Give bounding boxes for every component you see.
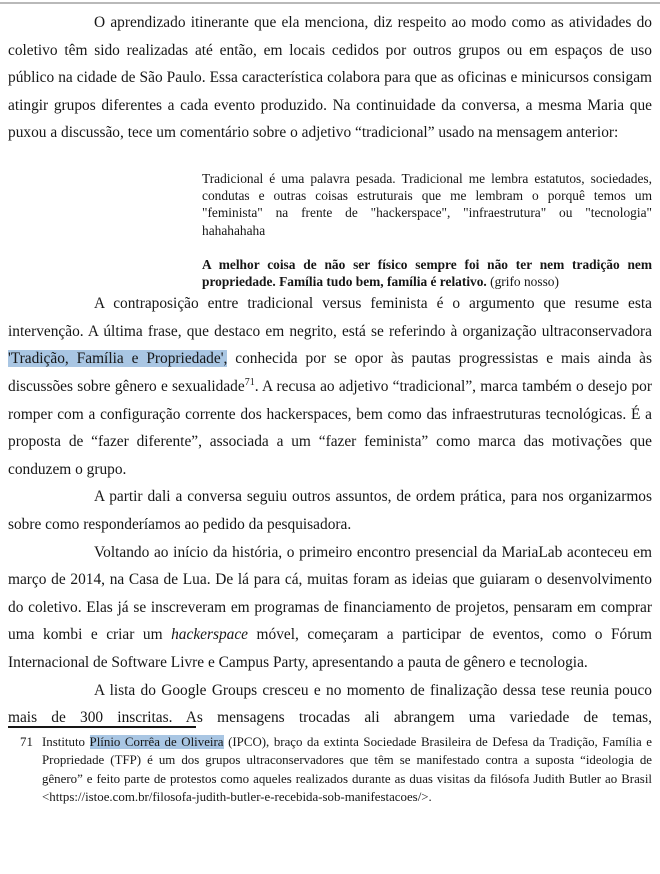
selection-highlight-plinio-correa: Plínio Corrêa de Oliveira: [89, 734, 224, 749]
paragraph-text: . A recusa ao adjetivo “tradicional”, marca também o desejo por romper com a configuração corrente dos hackerspaces, bem como das infraestruturas tecnológicas. É a proposta de “fazer diferente”, associada a um “fazer feminista” como marca das motivações que conduzem o grupo.: [8, 377, 652, 478]
paragraph-aprendizado-itinerante: [8, 9, 652, 147]
footnote-body: [42, 733, 652, 807]
italic-term-hackerspace: hackerspace: [171, 626, 249, 644]
footnote-text-with-url: (IPCO), braço da extinta Sociedade Brasileira de Defesa da Tradição, Família e Propriedade (TFP) é um dos grupos ultraconservadores que têm se manifestado contra a suposta “ideologia de gênero” e feito parte de protestos como aqueles realizados durante as duas visitas da filósofa Judith Butler ao Brasil <https://istoe.com.br/filosofa-judith-butler-e-recebida-sob-manifestacoes/>.: [42, 734, 652, 805]
paragraph-text: A contraposição entre tradicional versus feminista é o argumento que resume esta intervenção. A última frase, que destaco em negrito, está se referindo à organização ultraconservadora: [8, 295, 652, 340]
paragraph-voltando-historia: [8, 539, 652, 677]
paragraph-text: O aprendizado itinerante que ela menciona, diz respeito ao modo como as atividades do coletivo têm sido realizadas até então, em locais cedidos por outros grupos ou em espaços de uso público na cidade de São Paulo. Essa característica colabora para que as oficinas e minicursos consigam atingir grupos diferentes a cada evento produzido. Na continuidade da conversa, a mesma Maria que puxou a discussão, tece um comentário sobre o adjetivo “tradicional” usado na mensagem anterior:: [8, 14, 652, 142]
footnote-text: Instituto: [42, 734, 90, 749]
paragraph-lista-google-groups: [8, 677, 652, 732]
blockquote-bold-grifo: [202, 256, 652, 290]
blockquote-bold-text: A melhor coisa de não ser físico sempre foi não ter nem tradição nem propriedade. Família tudo bem, família é relativo.: [202, 256, 652, 289]
grifo-nosso-note: (grifo nosso): [486, 273, 559, 289]
main-text-block: [8, 9, 652, 732]
paragraph-contraposicao: [8, 290, 652, 483]
blockquote-tradicional: [202, 170, 652, 239]
page-top-edge: [0, 2, 660, 4]
selection-highlight-tradicao-familia-propriedade: 'Tradição, Família e Propriedade',: [8, 350, 228, 368]
paragraph-text: Voltando ao início da história, o primeiro encontro presencial da MariaLab aconteceu em março de 2014, na Casa de Lua. De lá para cá, muitas foram as ideias que guiaram o desenvolvimento do coletivo. Elas já se inscreveram em programas de financiamento de projetos, pensaram em comprar uma kombi e criar um: [8, 543, 652, 644]
paragraph-a-partir-dali: [8, 483, 652, 538]
paragraph-text: móvel, começaram a participar de eventos, como o Fórum Internacional de Software Livre e Campus Party, apresentando a pauta de gênero e tecnologia.: [8, 626, 652, 671]
footnote-number: 71: [20, 734, 33, 749]
paragraph-text: conhecida por se opor às pautas progressistas e mais ainda às discussões sobre gênero e sexualidade: [8, 350, 652, 395]
paragraph-text: A partir dali a conversa seguiu outros assuntos, de ordem prática, para nos organizarmos sobre como responderíamos ao pedido da pesquisadora.: [8, 488, 652, 533]
footnote-71: [8, 733, 652, 807]
footnote-reference-71: 71: [244, 376, 255, 388]
blockquote-text: Tradicional é uma palavra pesada. Tradicional me lembra estatutos, sociedades, condutas e outras coisas estruturais que me lembram o porquê temos um "feminista" na frente de "hackerspace", "infraestrutura" ou "tecnologia" hahahahaha: [202, 170, 652, 238]
paragraph-text: A lista do Google Groups cresceu e no momento de finalização dessa tese reunia pouco mais de 300 inscritas. As mensagens trocadas ali abrangem uma variedade de temas,: [8, 681, 652, 727]
